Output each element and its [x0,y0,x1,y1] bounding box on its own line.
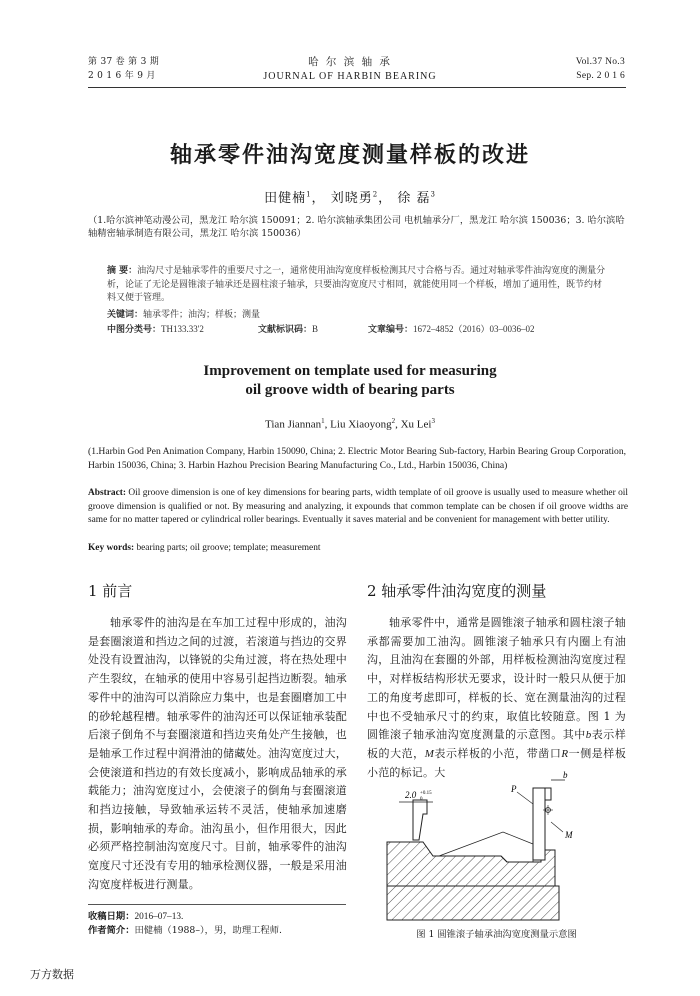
author-cn-1: 田健楠 [264,191,307,206]
figure-1-caption: 图 1 圆锥滚子轴承油沟宽度测量示意图 [416,929,577,940]
abstract-cn-text: 油沟尺寸是轴承零件的重要尺寸之一，通常使用油沟宽度样板检测其尺寸合格与否。通过对轴承零件油沟宽度的测量分析，论证了无论是圆锥滚子轴承还是圆柱滚子轴承，只要油沟宽度尺寸相同，就能使用同一个样板，增加了通用性，既节约材料又便于管理。 [107,266,606,303]
page-title-cn: 轴承零件油沟宽度测量样板的改进 [169,143,530,168]
footnote-rule [88,904,346,905]
page-title-en-line2: oil groove width of bearing parts [245,382,455,398]
template-left [413,800,427,840]
dim-label: 2.0 [405,790,417,800]
article-number: 文章编号：1672–4852（2016）03–0036–02 [368,324,535,335]
section2-heading: 2 轴承零件油沟宽度的测量 [367,582,547,600]
doc-code: 文献标识码：B [258,324,319,335]
affiliation-cn: （1.哈尔滨神笔动漫公司，黑龙江 哈尔滨 150091；2. 哈尔滨轴承集团公司 电机轴承分厂，黑龙江 哈尔滨 150036；3. 哈尔滨哈轴精密轴承制造有限公司，黑龙江 哈尔滨 150036） [88,215,625,239]
header-rule [88,87,626,88]
section1-heading: 1 前言 [88,582,133,600]
abstract-en: Abstract: Oil groove dimension is one of key dimensions for bearing parts, width template of oil groove is usually used to measure whether oil groove dimension is qualified or not. By measuring and analyzing, it expounds that common template can be chosen if oil groove widths are same for no matter tapered or cylindrical roller bearings. Eventually it saves material and be convenient for management with better utility. [88,488,628,525]
abstract-cn [107,265,607,306]
affiliation-en: (1.Harbin God Pen Animation Company, Harbin 150090, China; 2. Electric Motor Bearing Sub-factory, Harbin Bearing Group Corporation, Harbin 150036, China; 3. Harbin Hazhou Precision Bearing Manufacturing Co., Ltd., Harbin 150036, China) [88,446,627,471]
header-date-en: Sep. 2 0 1 6 [576,71,625,81]
author-cn-3: 徐 磊 [397,191,431,206]
svg-text:0: 0 [420,797,423,802]
footnote-author: 作者简介：田健楠（1988–），男，助理工程师. [88,925,282,936]
author-cn-2: 刘晓勇 [330,191,373,206]
section2-body: 轴承零件中，通常是圆锥滚子轴承和圆柱滚子轴承都需要加工油沟。圆锥滚子轴承只有内圈上有油沟，且油沟在套圈的外部，用样板检测油沟宽度过程中，对样板结构形状无要求，设计时一般只从便于加工的角度考虑即可，样板的长、宽在测量油沟的过程中也不受轴承尺寸的约束，取值比较随意。图 1 为圆锥滚子轴承油沟宽度测量的示意图。其中b表示样板的大范，M表示样板的小范，带凿口R一侧是样板小范的标记。大 [367,616,627,779]
header-journal-cn: 哈 尔 滨 轴 承 [308,56,392,68]
clc-number: 中图分类号：TH133.33'2 [107,324,204,335]
keywords-cn: 关键词：轴承零件；油沟；样板；测量 [107,310,261,320]
header-journal-en: JOURNAL OF HARBIN BEARING [263,71,437,82]
figure-1-diagram [383,770,623,922]
page-title-en-line1: Improvement on template used for measuring [203,363,497,379]
template-right [533,788,553,860]
section1-body: 轴承零件的油沟是在车加工过程中形成的，油沟是套圈滚道和挡边之间的过渡，若滚道与挡边的交界处没有设置油沟，以锋锐的尖角过渡，将在热处理中产生裂纹，在轴承的使用中容易引起挡边断裂。轴承零件中的油沟可以消除应力集中，也是套圈磨加工中的砂轮越程槽。轴承零件的油沟还可以保证轴承装配后滚子倒角不与套圈滚道和挡边夹角处产生接触，也是轴承工作过程中润滑油的储藏处。油沟宽度过大，会使滚道和挡边的有效长度减小，影响成品轴承的承载能力；油沟宽度过小，会使滚子的倒角与套圈滚道和挡边接触，导致轴承运转不灵活，使轴承加速磨损，影响轴承的寿命。油沟虽小，但作用很大，因此必须严格控制油沟宽度尺寸。目前，轴承零件的油沟宽度尺寸还没有专用的轴承检测仪器，一般是采用油沟宽度样板进行测量。 [88,616,347,891]
header-date: 2 0 1 6 年 9 月 [88,71,156,81]
watermark: 万方数据 [30,968,74,981]
footnote-received: 收稿日期：2016–07–13. [88,911,184,922]
authors-cn: 田健楠$^1$， 刘晓勇$^2$， 徐 磊$^3$ [264,190,436,206]
label-p: P [511,784,517,794]
keywords-en: Key words: bearing parts; oil groove; template; measurement [88,543,321,553]
abstract-cn-label: 摘 要： [107,266,138,276]
label-m: M [565,830,573,840]
label-b: b [563,770,568,780]
header-vol-en: Vol.37 No.3 [575,57,625,67]
header-volume: 第 37 卷 第 3 期 [88,57,160,67]
authors-en: Tian Jiannan$^1$, Liu Xiaoyong$^2$, Xu Lei$^3$ [265,417,435,431]
svg-text:+0.15: +0.15 [420,791,432,796]
